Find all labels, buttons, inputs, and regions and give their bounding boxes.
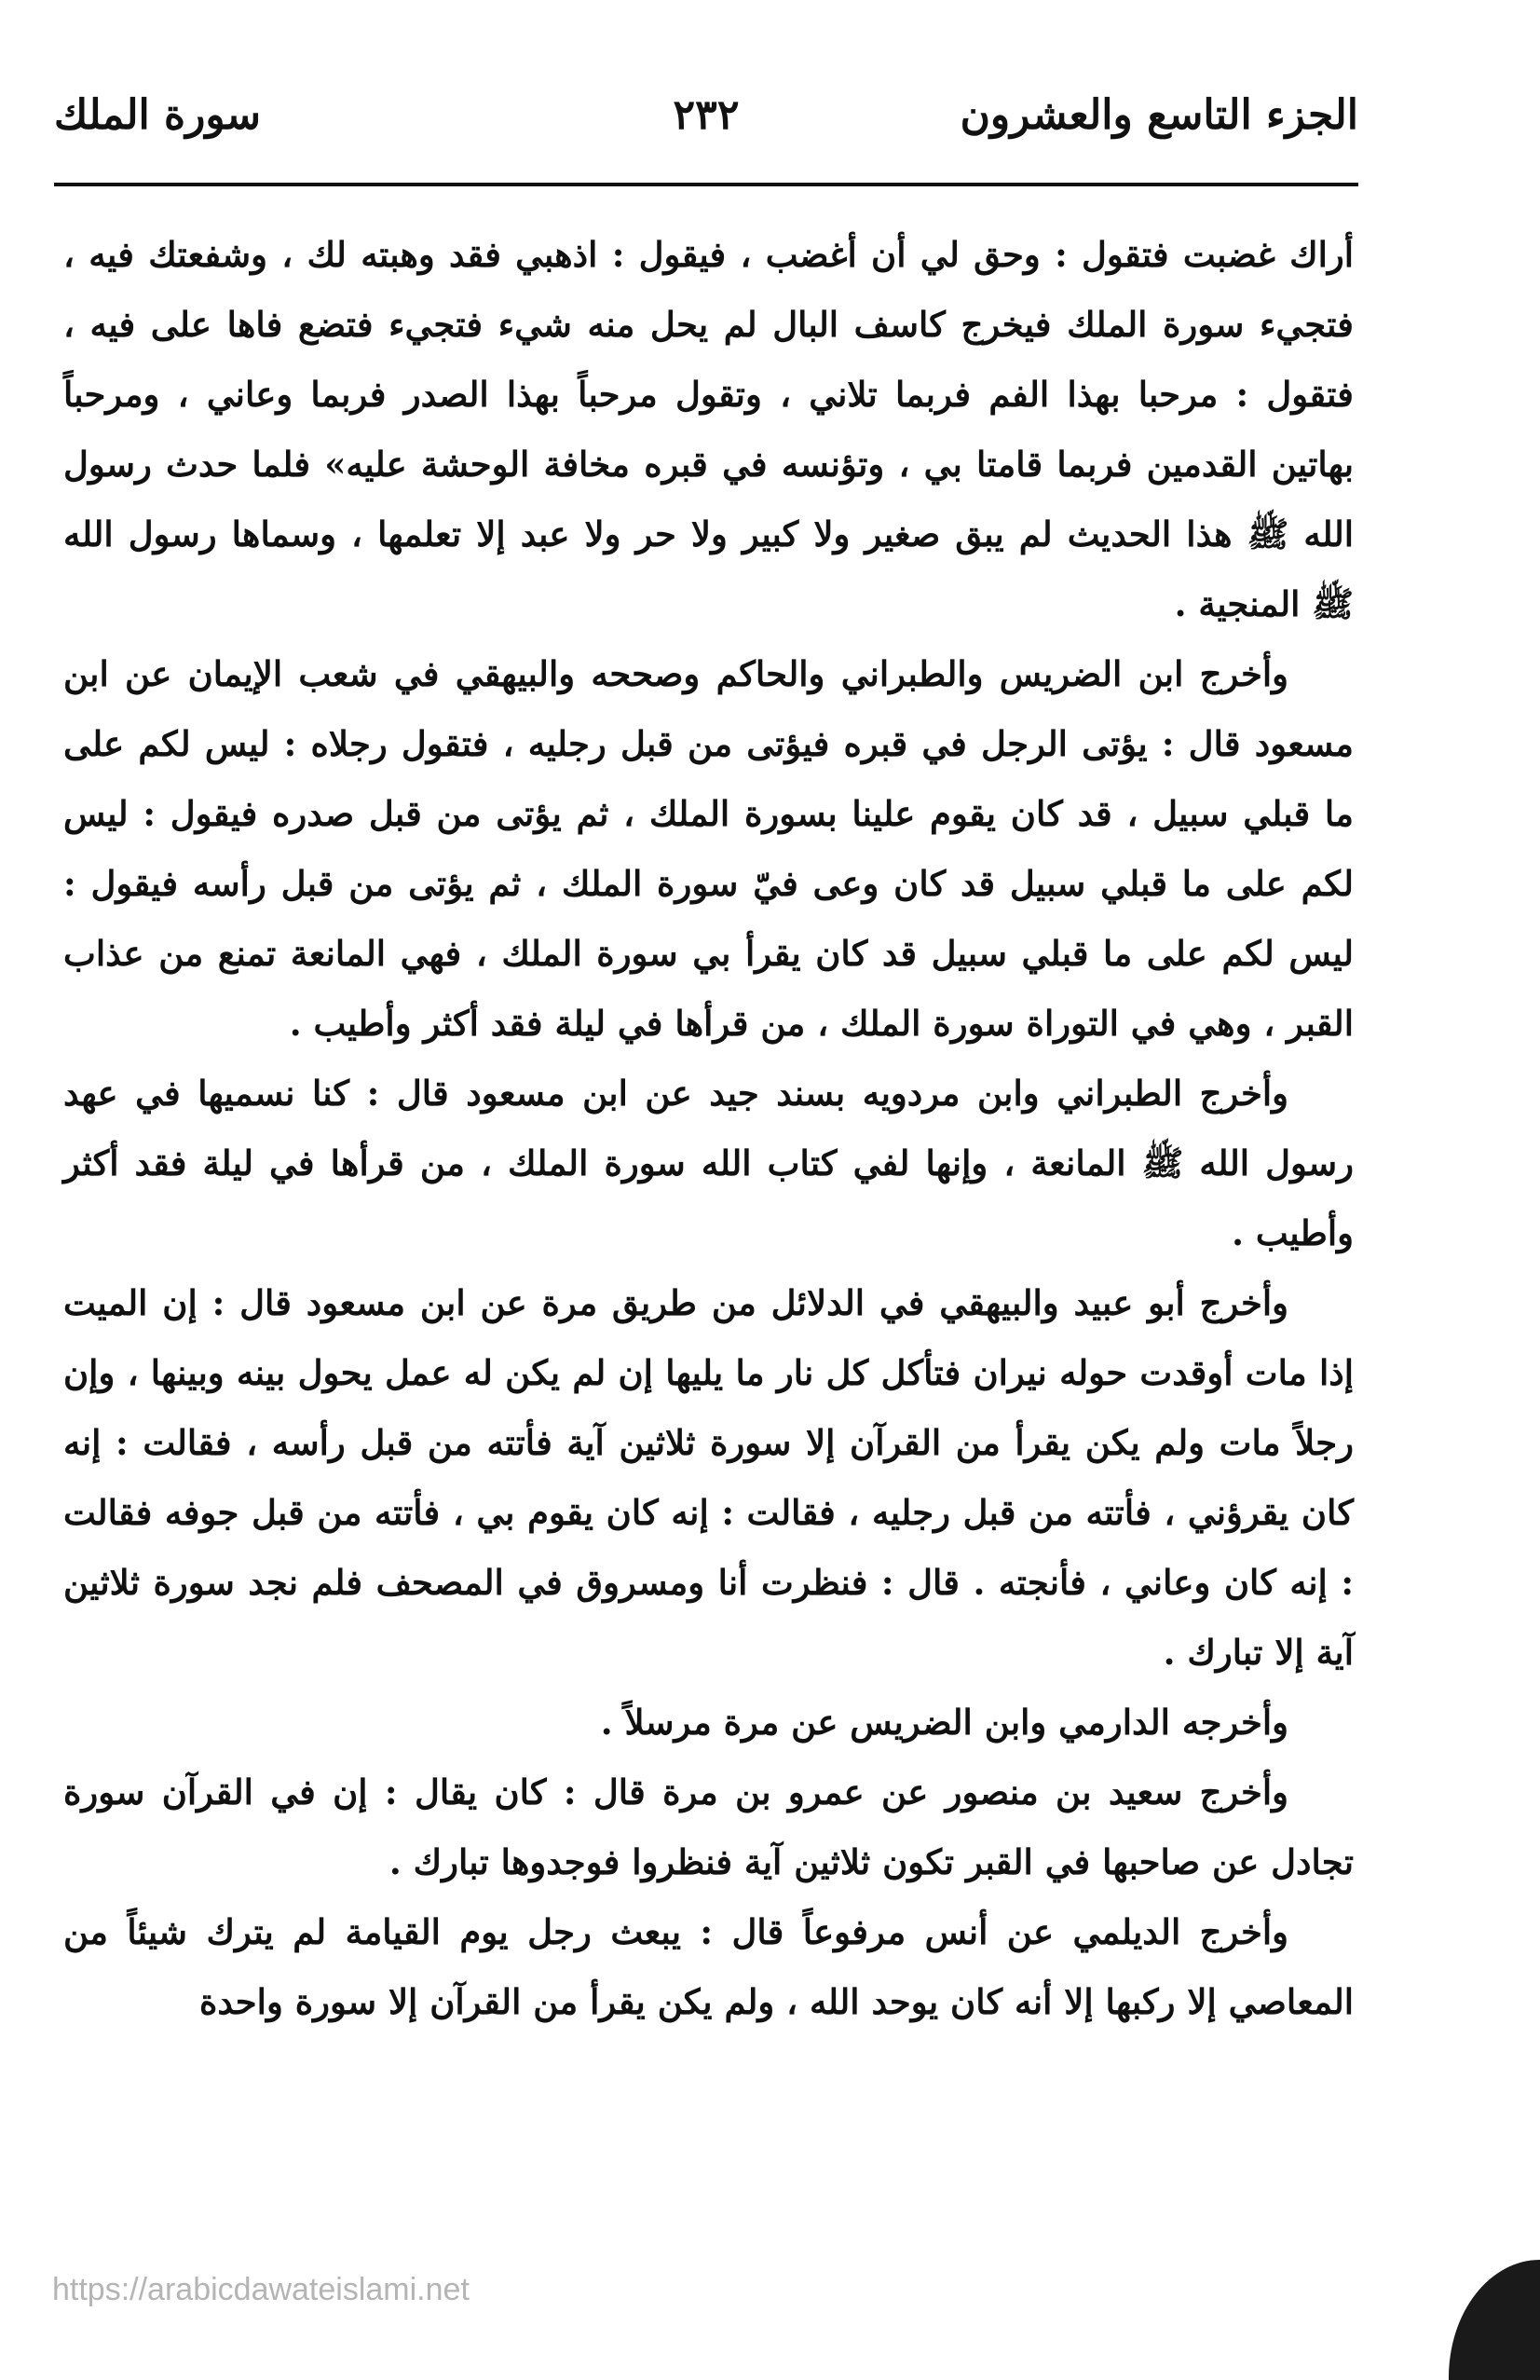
- page-body: [63, 220, 1354, 2037]
- scan-corner-shadow: [1449, 2260, 1540, 2380]
- watermark-url: https://arabicdawateislami.net: [52, 2272, 470, 2307]
- paragraph-1: أراك غضبت فتقول : وحق لي أن أغضب ، فيقول : اذهبي فقد وهبته لك ، وشفعتك فيه ، فتجيء سورة الملك فيخرج كاسف البال لم يحل منه شيء فتجيء فتضع فاها على فيه ، فتقول : مرحبا بهذا الفم فربما تلاني ، وتقول مرحباً بهذا الصدر فربما وعاني ، ومرحباً بهاتين القدمين فربما قامتا بي ، وتؤنسه في قبره مخافة الوحشة عليه» فلما حدث رسول الله ﷺ هذا الحديث لم يبق صغير ولا كبير ولا حر ولا عبد إلا تعلمها ، وسماها رسول الله ﷺ المنجية .: [63, 234, 1354, 624]
- paragraph-7: وأخرج الديلمي عن أنس مرفوعاً قال : يبعث رجل يوم القيامة لم يترك شيئاً من المعاصي إلا ركبها إلا أنه كان يوحد الله ، ولم يكن يقرأ من القرآن إلا سورة واحدة: [63, 1911, 1354, 2022]
- paragraph-3: وأخرج الطبراني وابن مردويه بسند جيد عن ابن مسعود قال : كنا نسميها في عهد رسول الله ﷺ المانعة ، وإنها لفي كتاب الله سورة الملك ، من قرأها في ليلة فقد أكثر وأطيب .: [63, 1073, 1354, 1253]
- juz-title: الجزء التاسع والعشرون: [960, 91, 1358, 139]
- page-number: ٢٣٢: [673, 91, 740, 139]
- paragraph-5: وأخرجه الدارمي وابن الضريس عن مرة مرسلاً .: [600, 1702, 1288, 1743]
- header-rule: [54, 183, 1358, 186]
- surah-title: سورة الملك: [54, 91, 261, 139]
- paragraph-4: وأخرج أبو عبيد والبيهقي في الدلائل من طريق مرة عن ابن مسعود قال : إن الميت إذا مات أوقدت حوله نيران فتأكل كل نار ما يليها إن لم يكن له عمل يحول بينه وبينها ، وإن رجلاً مات ولم يكن يقرأ من القرآن إلا سورة ثلاثين آية فأتته من قبل رأسه ، فقالت : إنه كان يقرؤني ، فأتته من قبل رجليه ، فقالت : إنه كان يقوم بي ، فأتته من قبل جوفه فقالت : إنه كان وعاني ، فأنجته . قال : فنظرت أنا ومسروق في المصحف فلم نجد سورة ثلاثين آية إلا تبارك .: [63, 1282, 1354, 1673]
- paragraph-6: وأخرج سعيد بن منصور عن عمرو بن مرة قال : كان يقال : إن في القرآن سورة تجادل عن صاحبها في القبر تكون ثلاثين آية فنظروا فوجدوها تبارك .: [63, 1771, 1354, 1882]
- paragraph-2: وأخرج ابن الضريس والطبراني والحاكم وصححه والبيهقي في شعب الإيمان عن ابن مسعود قال : يؤتى الرجل في قبره فيؤتى من قبل رجليه ، فتقول رجلاه : ليس لكم على ما قبلي سبيل ، قد كان يقوم علينا بسورة الملك ، ثم يؤتى من قبل صدره فيقول : ليس لكم على ما قبلي سبيل قد كان وعى فيّ سورة الملك ، ثم يؤتى من قبل رأسه فيقول : ليس لكم على ما قبلي سبيل قد كان يقرأ بي سورة الملك ، فهي المانعة تمنع من عذاب القبر ، وهي في التوراة سورة الملك ، من قرأها في ليلة فقد أكثر وأطيب .: [63, 653, 1354, 1044]
- page-header: [54, 82, 1358, 171]
